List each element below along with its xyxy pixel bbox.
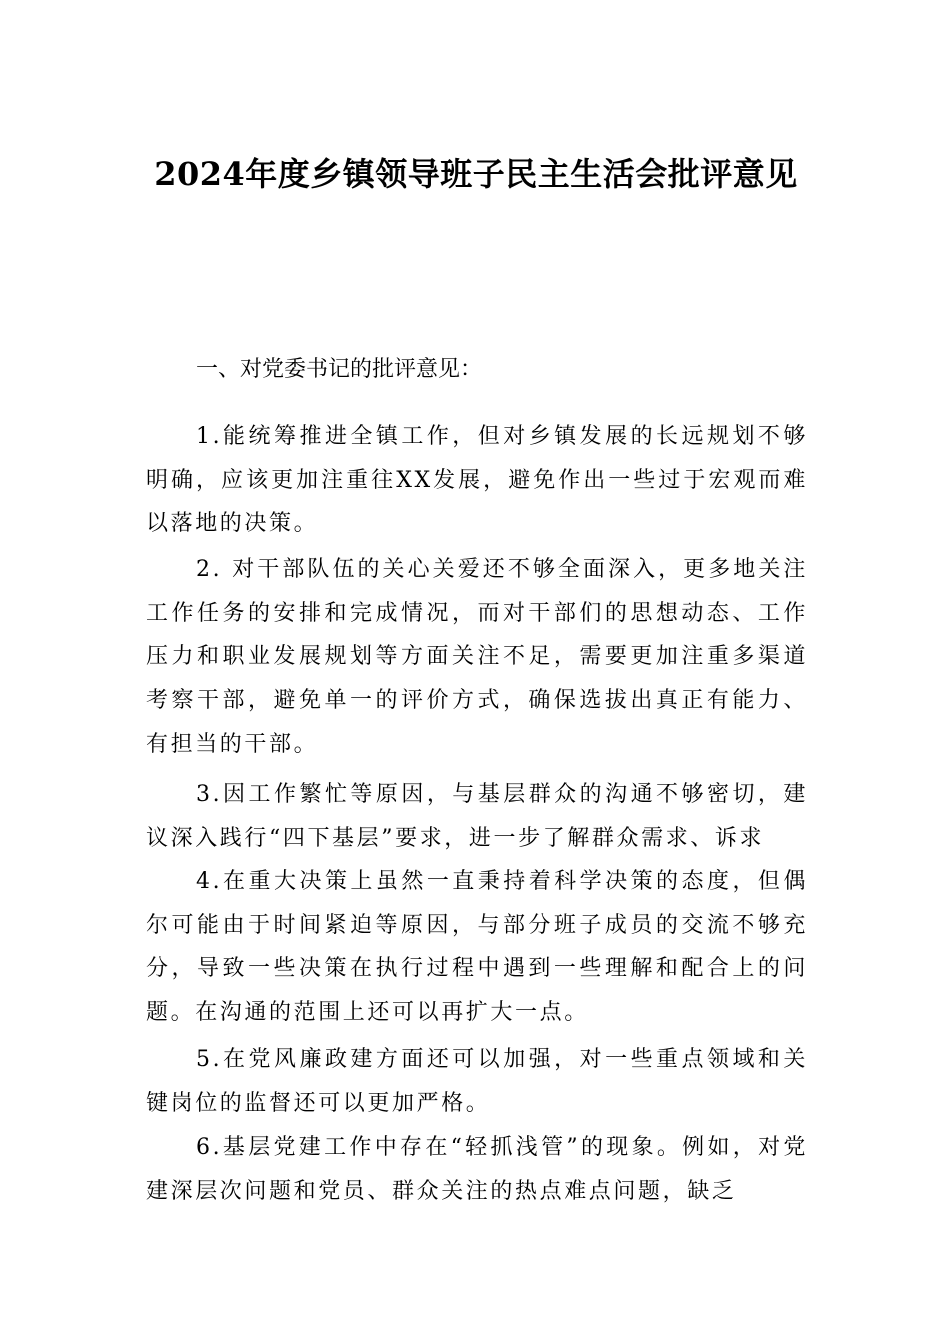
- document-title: 2024年度乡镇领导班子民主生活会批评意见: [154, 155, 798, 193]
- paragraph-1: 1.能统筹推进全镇工作，但对乡镇发展的长远规划不够明确，应该更加注重往XX发展，避免作出一些过于宏观而难以落地的决策。: [146, 424, 808, 537]
- paragraph-4: 4.在重大决策上虽然一直秉持着科学决策的态度，但偶尔可能由于时间紧迫等原因，与部分班子成员的交流不够充分，导致一些决策在执行过程中遇到一些理解和配合上的问题。在沟通的范围上还可以再扩大一点。: [146, 869, 808, 1026]
- paragraph-5: 5.在党风廉政建方面还可以加强，对一些重点领域和关键岗位的监督还可以更加严格。: [146, 1047, 808, 1116]
- section-heading: 一、对党委书记的批评意见：: [196, 357, 483, 382]
- paragraph-6: 6.基层党建工作中存在“轻抓浅管”的现象。例如，对党建深层次问题和党员、群众关注的热点难点问题，缺乏: [146, 1135, 808, 1204]
- paragraph-3: 3.因工作繁忙等原因，与基层群众的沟通不够密切，建议深入践行“四下基层”要求，进一步了解群众需求、诉求: [146, 782, 808, 851]
- paragraph-2: 2. 对干部队伍的关心关爱还不够全面深入，更多地关注工作任务的安排和完成情况，而对干部们的思想动态、工作压力和职业发展规划等方面关注不足，需要更加注重多渠道考察干部，避免单一的评价方式，确保选拔出真正有能力、有担当的干部。: [146, 557, 808, 757]
